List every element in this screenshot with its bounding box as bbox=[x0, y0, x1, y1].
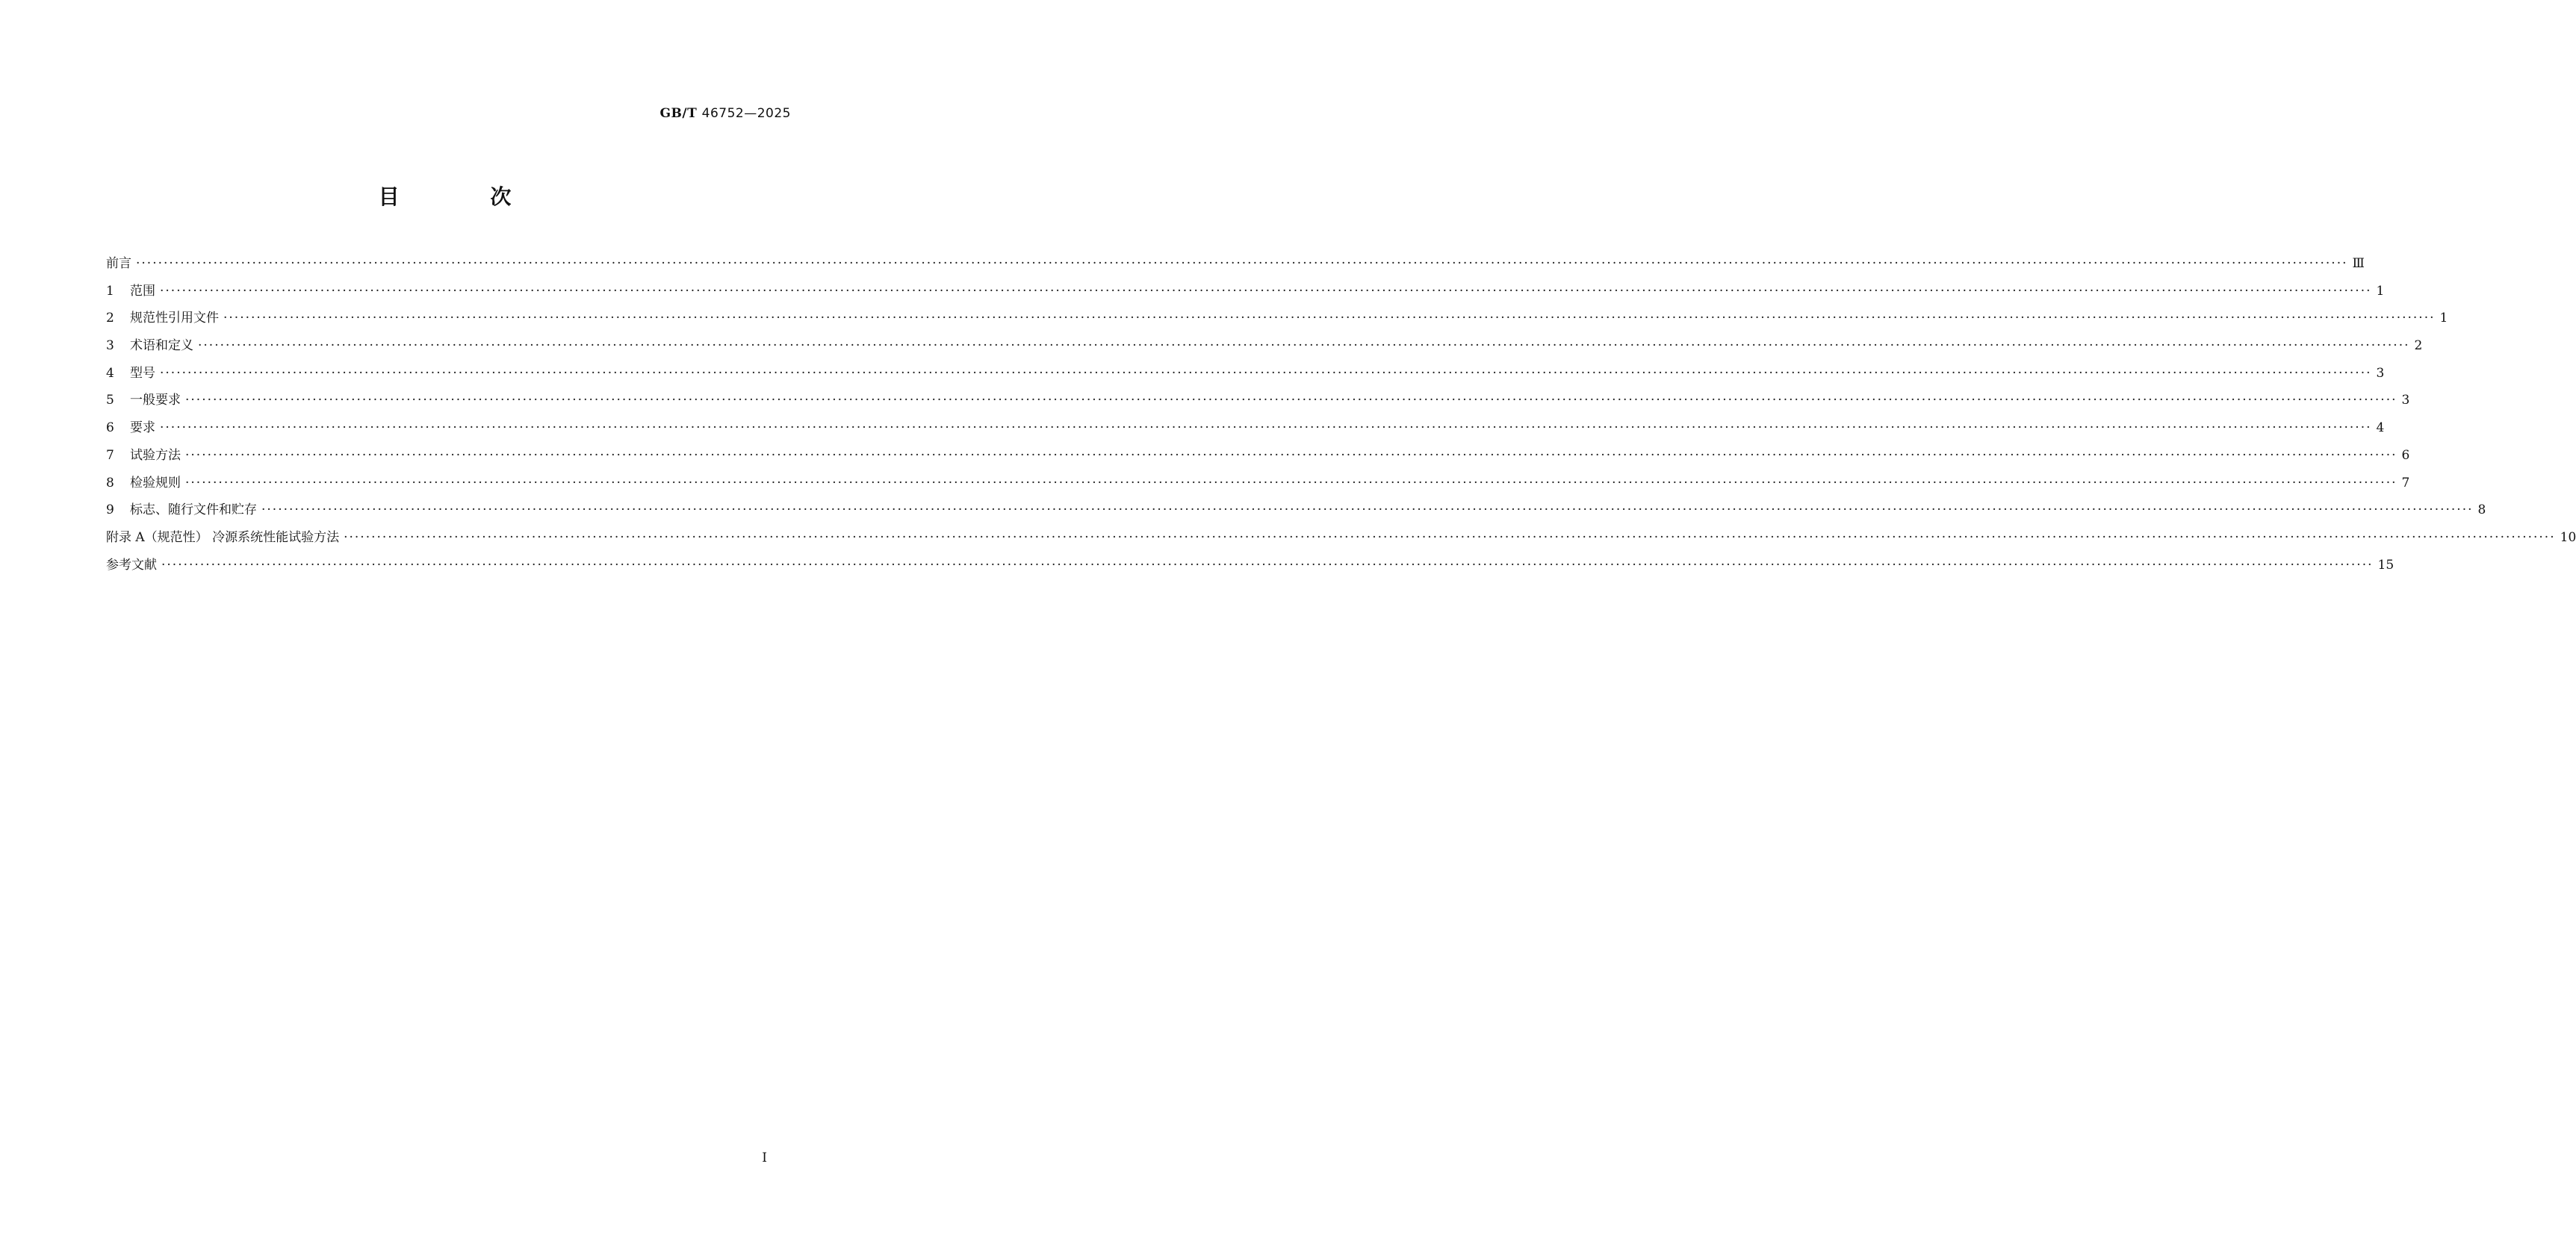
toc-entry-label: 标志、随行文件和贮存 bbox=[130, 502, 257, 518]
toc-entry-page: 10 bbox=[2560, 529, 2576, 545]
toc-entry-number: 9 bbox=[106, 502, 114, 518]
toc-entry[interactable] bbox=[106, 389, 2410, 417]
toc-entry-page: 8 bbox=[2477, 502, 2486, 518]
toc-title: 目 次 bbox=[378, 184, 553, 209]
toc-dot-leader: ················································································································································································································································································································································································································ bbox=[136, 256, 2348, 271]
toc-dot-leader: ················································································································································································································································································································································································································ bbox=[160, 283, 2372, 299]
toc-entry[interactable] bbox=[106, 554, 2395, 582]
toc-entry-page: 4 bbox=[2376, 420, 2385, 436]
toc-dot-leader: ················································································································································································································································································································································································································ bbox=[198, 338, 2410, 354]
toc-dot-leader: ················································································································································································································································································································································································································ bbox=[185, 475, 2397, 491]
toc-entry-page: 1 bbox=[2439, 311, 2448, 326]
toc-entry-page: 3 bbox=[2401, 393, 2410, 408]
toc-entry-page: 15 bbox=[2377, 557, 2395, 573]
standard-code-number: 46752—2025 bbox=[701, 106, 791, 121]
toc-entry-label: 规范性引用文件 bbox=[130, 311, 219, 326]
toc-entry-page: 6 bbox=[2401, 447, 2410, 463]
toc-entry-label: 术语和定义 bbox=[130, 338, 193, 354]
toc-entry-number: 3 bbox=[106, 338, 114, 354]
toc-dot-leader: ················································································································································································································································································································································································································ bbox=[160, 420, 2372, 436]
toc-entry-number: 4 bbox=[106, 365, 114, 381]
standard-code-prefix: GB/T bbox=[659, 106, 698, 121]
toc-entry-number: 8 bbox=[106, 475, 114, 491]
toc-entry-label: 检验规则 bbox=[130, 475, 181, 491]
toc-dot-leader: ················································································································································································································································································································································································································ bbox=[160, 365, 2372, 381]
toc-entry[interactable] bbox=[106, 362, 2385, 390]
standard-code bbox=[659, 106, 791, 121]
toc-entry[interactable] bbox=[106, 444, 2410, 472]
toc-dot-leader: ················································································································································································································································································································································································································ bbox=[161, 557, 2374, 573]
toc-entry-page: Ⅲ bbox=[2352, 256, 2365, 271]
toc-entry[interactable] bbox=[106, 334, 2423, 362]
table-of-contents bbox=[106, 252, 2576, 581]
toc-entry-label: 型号 bbox=[130, 365, 155, 381]
toc-dot-leader: ················································································································································································································································································································································································································ bbox=[185, 393, 2397, 408]
toc-entry-number: 1 bbox=[106, 283, 114, 299]
toc-entry[interactable] bbox=[106, 472, 2410, 499]
toc-entry-number: 2 bbox=[106, 311, 114, 326]
toc-entry-label: 要求 bbox=[130, 420, 155, 436]
toc-entry-label: 范围 bbox=[130, 283, 155, 299]
toc-entry-page: 2 bbox=[2414, 338, 2423, 354]
toc-entry[interactable] bbox=[106, 280, 2385, 308]
toc-entry-number: 6 bbox=[106, 420, 114, 436]
toc-entry[interactable] bbox=[106, 252, 2365, 280]
toc-entry[interactable] bbox=[106, 499, 2486, 526]
toc-dot-leader: ················································································································································································································································································································································································································ bbox=[185, 447, 2397, 463]
toc-entry-page: 3 bbox=[2376, 365, 2385, 381]
toc-dot-leader: ················································································································································································································································································································································································································ bbox=[261, 502, 2474, 518]
toc-dot-leader: ················································································································································································································································································································································································································ bbox=[223, 311, 2436, 326]
toc-entry-page: 7 bbox=[2401, 475, 2410, 491]
toc-entry[interactable] bbox=[106, 417, 2385, 444]
toc-entry-label: 试验方法 bbox=[130, 447, 181, 463]
toc-entry-label: 附录 A（规范性） 冷源系统性能试验方法 bbox=[106, 529, 340, 545]
toc-entry-number: 5 bbox=[106, 393, 114, 408]
toc-entry-label: 一般要求 bbox=[130, 393, 181, 408]
toc-dot-leader: ················································································································································································································································································································································································································ bbox=[344, 529, 2556, 545]
toc-entry-label: 前言 bbox=[106, 256, 131, 271]
toc-entry-number: 7 bbox=[106, 447, 114, 463]
page-number: I bbox=[762, 1150, 767, 1165]
toc-entry-label: 参考文献 bbox=[106, 557, 157, 573]
toc-entry[interactable] bbox=[106, 526, 2576, 554]
toc-entry[interactable] bbox=[106, 307, 2448, 334]
toc-entry-page: 1 bbox=[2376, 283, 2385, 299]
